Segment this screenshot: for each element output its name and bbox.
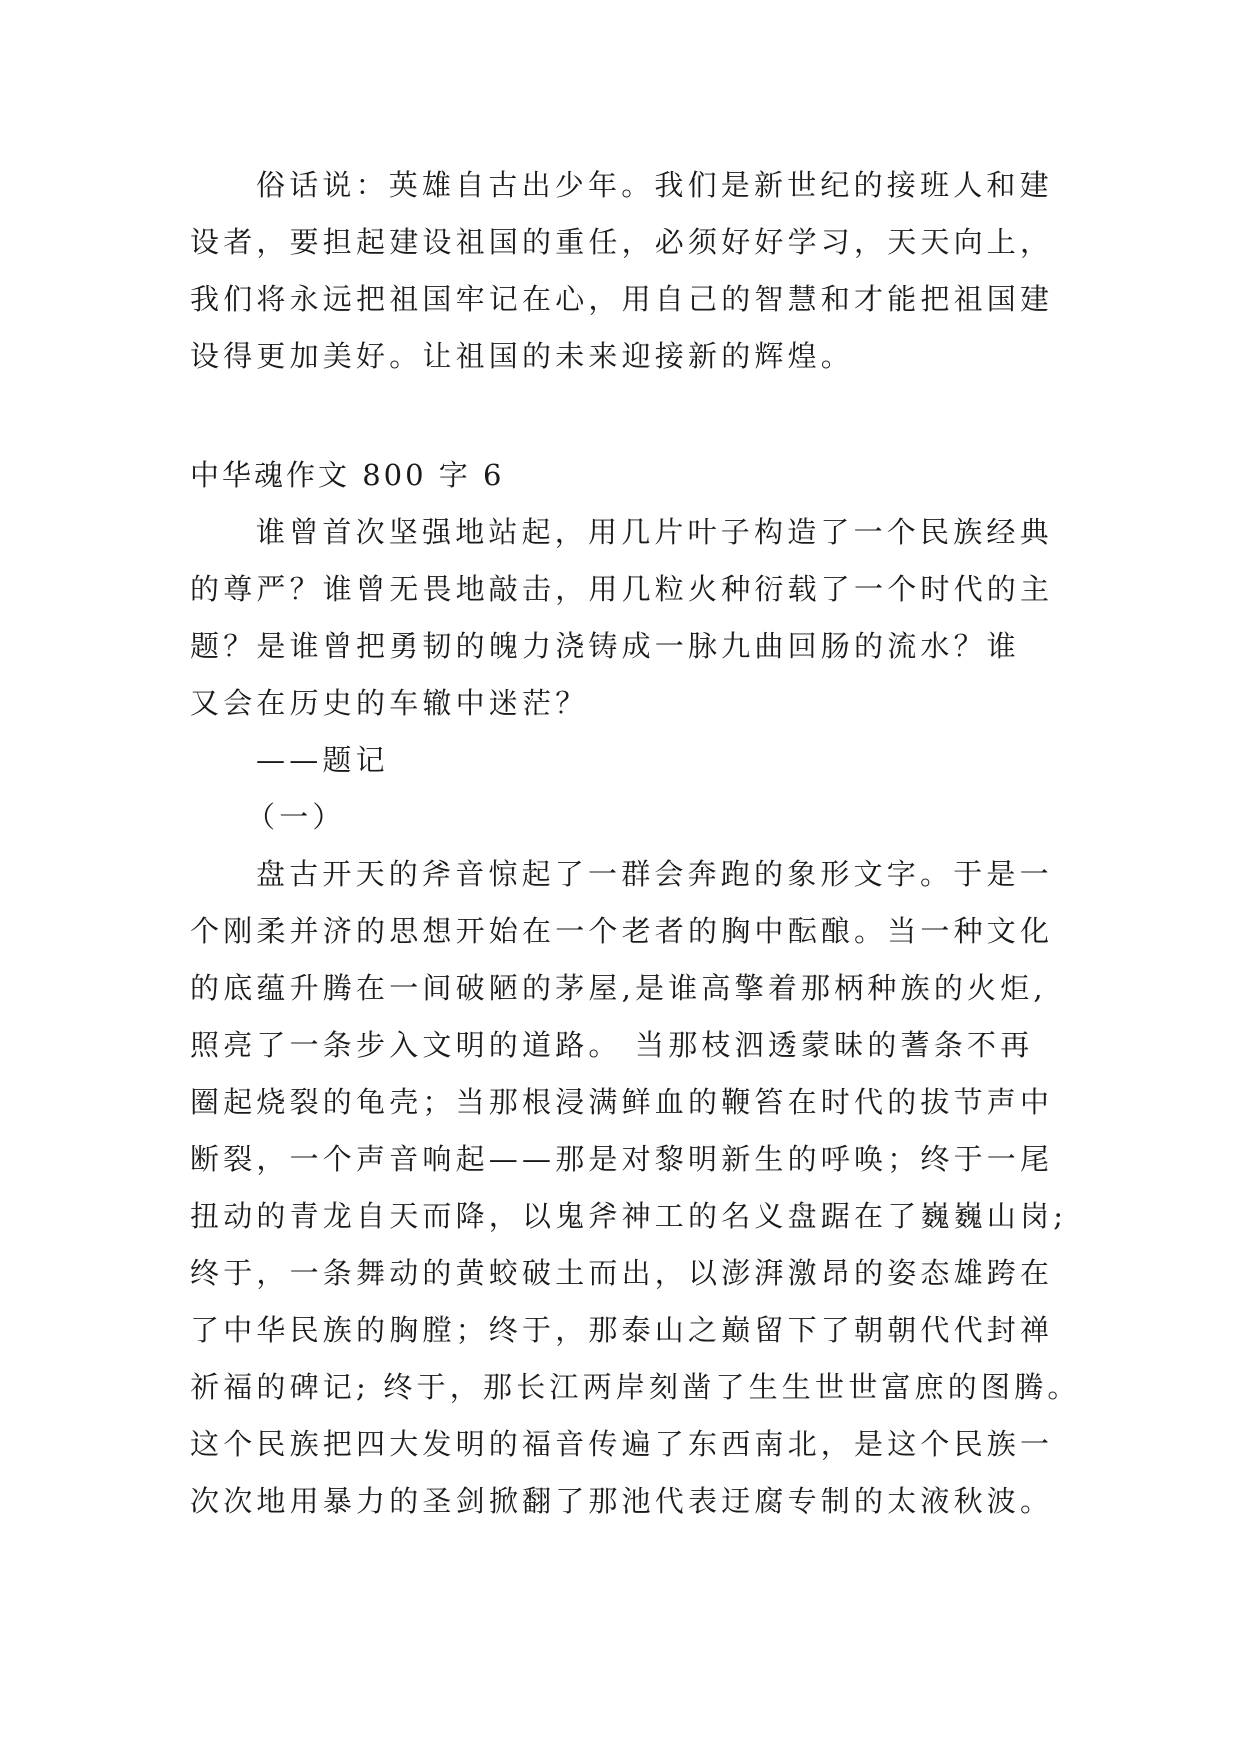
epigraph-line-2: 的尊严？谁曾无畏地敲击，用几粒火种衍载了一个时代的主 [190,572,1054,606]
section-title: 中华魂作文 800 字 6 [190,458,505,492]
epigraph-line-4: 又会在历史的车辙中迷茫？ [190,686,589,720]
epigraph-attribution: ——题记 [256,743,389,777]
body-line-5: 圈起烧裂的龟壳；当那根浸满鲜血的鞭笞在时代的拔节声中 [190,1085,1054,1119]
body-line-8: 终于，一条舞动的黄蛟破土而出，以澎湃激昂的姿态雄跨在 [190,1256,1054,1290]
body-line-10: 祈福的碑记; 终于，那长江两岸刻凿了生生世世富庶的图腾。 [190,1370,1081,1404]
body-line-1: 盘古开天的斧音惊起了一群会奔跑的象形文字。于是一 [256,857,1053,891]
body-line-2: 个刚柔并济的思想开始在一个老者的胸中酝酿。当一种文化 [190,914,1054,948]
intro-line-2: 设者，要担起建设祖国的重任，必须好好学习，天天向上， [190,225,1054,259]
body-line-6: 断裂，一个声音响起——那是对黎明新生的呼唤；终于一尾 [190,1142,1054,1176]
body-line-9: 了中华民族的胸膛；终于，那泰山之巅留下了朝朝代代封禅 [190,1313,1054,1347]
body-line-12: 次次地用暴力的圣剑掀翻了那池代表迂腐专制的太液秋波。 [190,1484,1054,1518]
intro-line-4: 设得更加美好。让祖国的未来迎接新的辉煌。 [190,339,855,373]
intro-line-3: 我们将永远把祖国牢记在心，用自己的智慧和才能把祖国建 [190,282,1054,316]
epigraph-line-1: 谁曾首次坚强地站起，用几片叶子构造了一个民族经典 [256,515,1053,549]
part-marker: （一） [246,800,346,834]
intro-line-1: 俗话说：英雄自古出少年。我们是新世纪的接班人和建 [256,168,1053,202]
body-line-7: 扭动的青龙自天而降，以鬼斧神工的名义盘踞在了巍巍山岗; [190,1199,1068,1233]
body-line-3: 的底蕴升腾在一间破陋的茅屋,是谁高擎着那柄种族的火炬, [190,971,1047,1005]
body-line-4: 照亮了一条步入文明的道路。 当那枝泗透蒙昧的蓍条不再 [190,1028,1034,1062]
epigraph-line-3: 题？是谁曾把勇韧的魄力浇铸成一脉九曲回肠的流水？谁 [190,629,1021,663]
body-line-11: 这个民族把四大发明的福音传遍了东西南北，是这个民族一 [190,1427,1054,1461]
